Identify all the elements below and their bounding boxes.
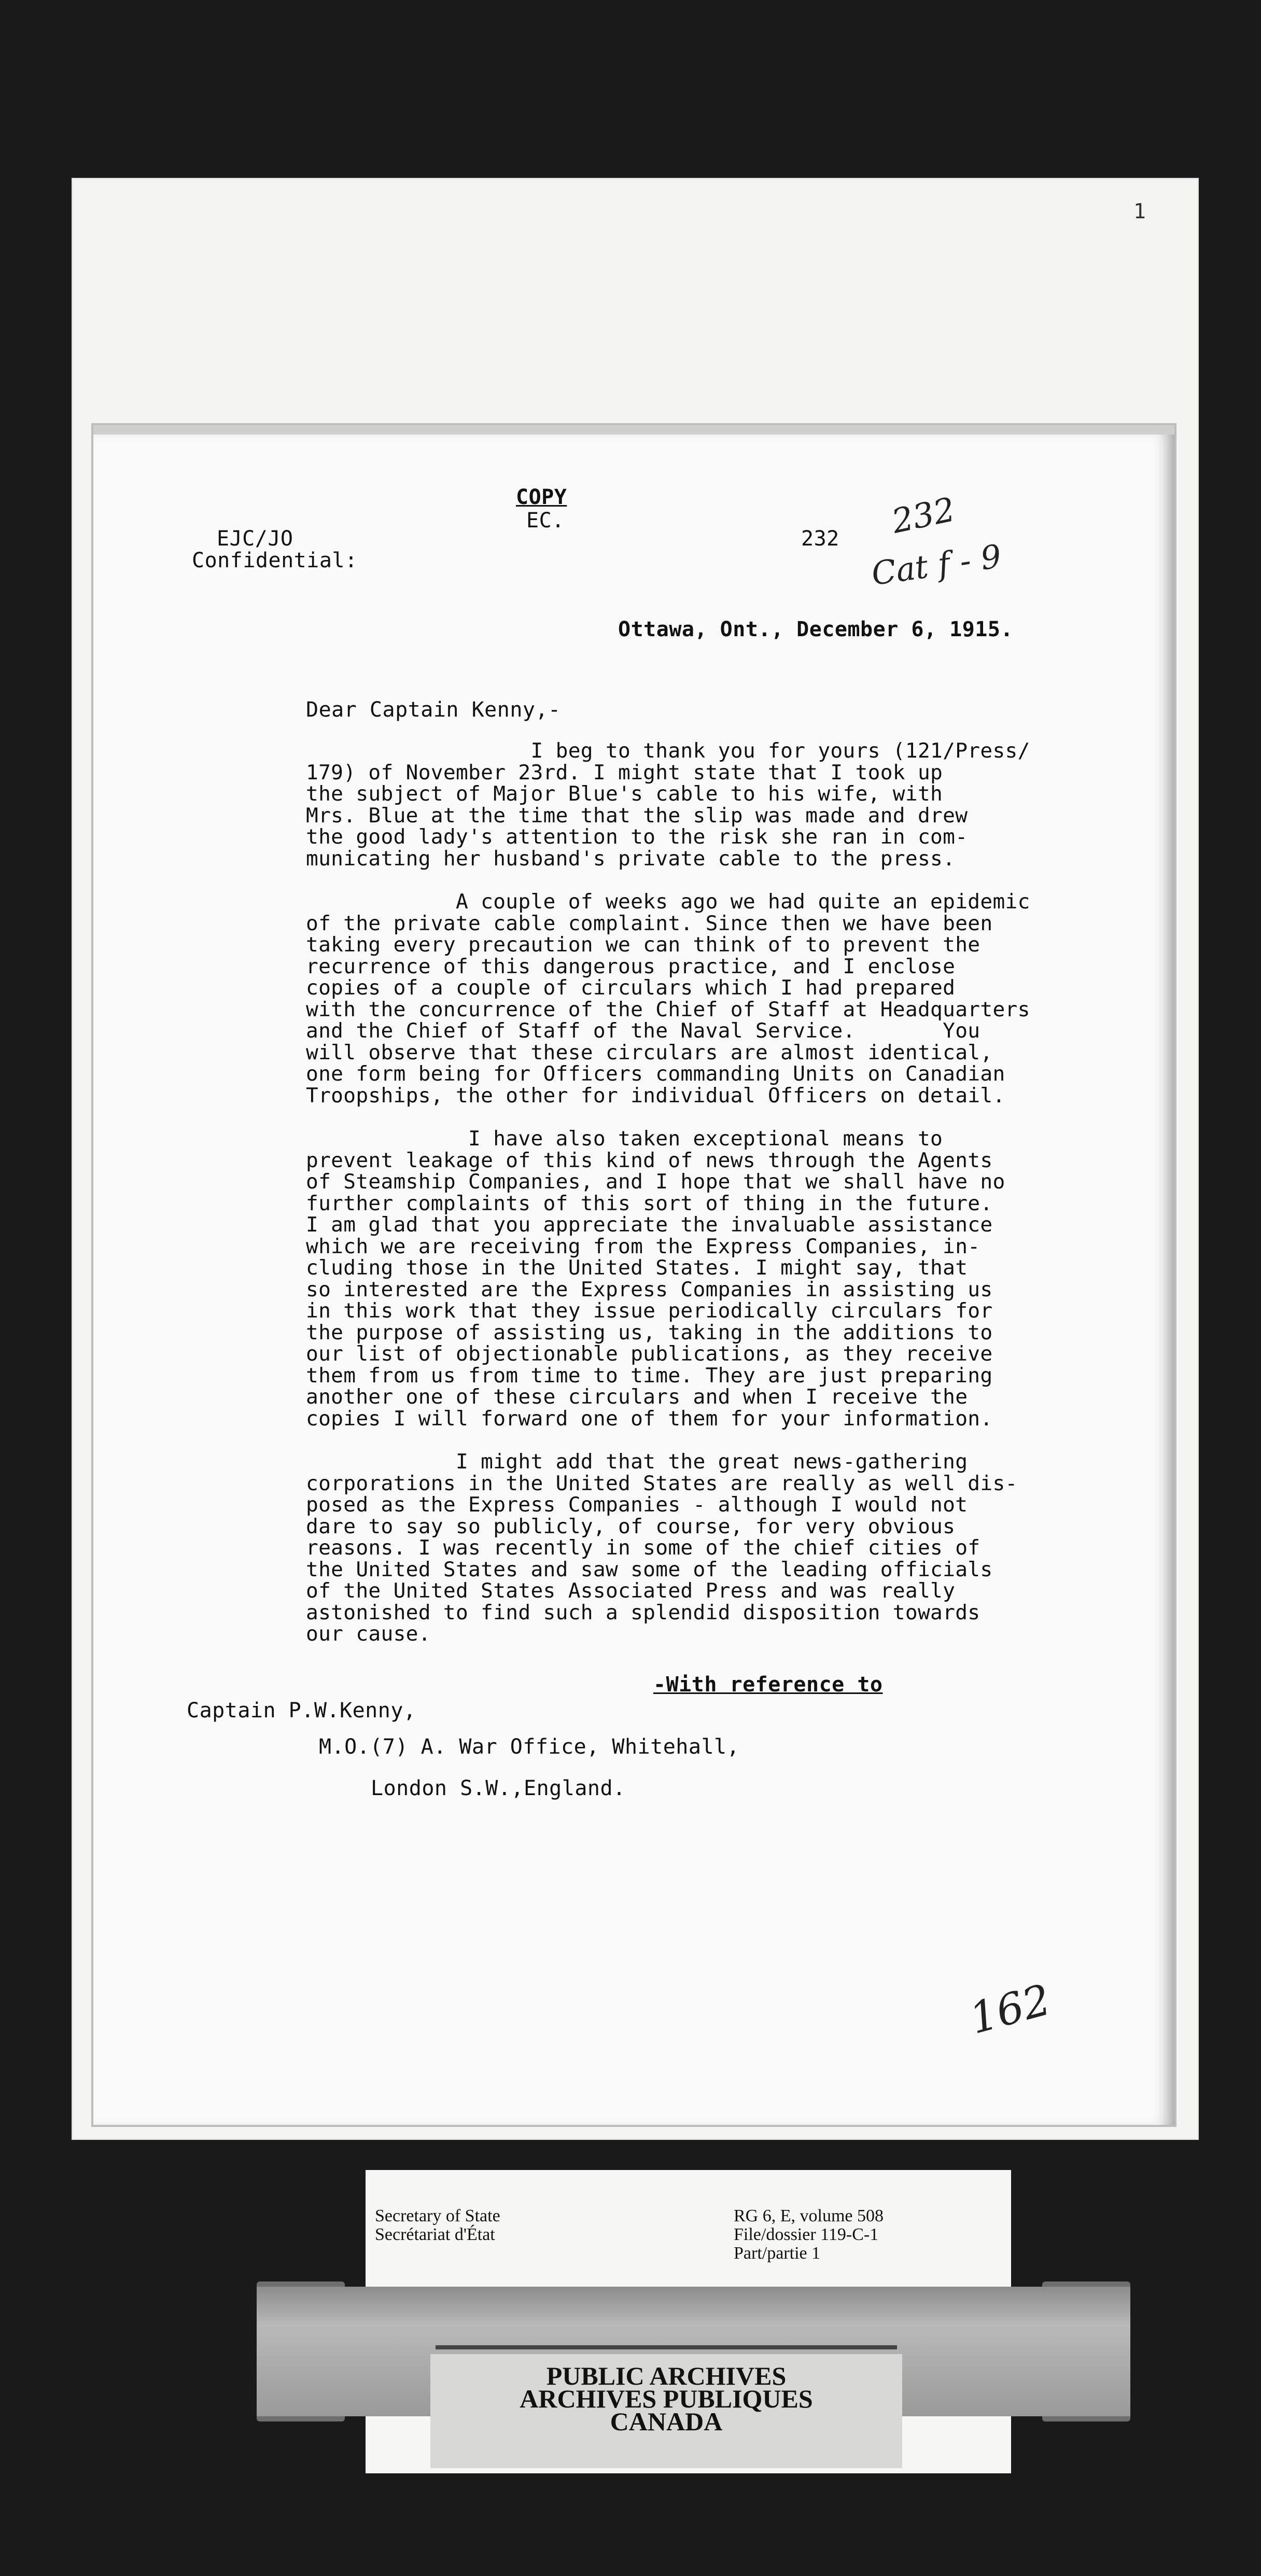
text-line: recurrence of this dangerous practice, and I enclose [306, 954, 956, 978]
text-line: 179) of November 23rd. I might state that I took up [306, 760, 943, 785]
text-line: A couple of weeks ago we had quite an epidemic [306, 890, 1030, 914]
text-line: municating her husband's private cable to the press. [306, 846, 956, 871]
text-line: the subject of Major Blue's cable to his wife, with [306, 782, 943, 806]
card-part: Part/partie 1 [734, 2244, 821, 2263]
archives-stamp [430, 2354, 902, 2468]
text-line: of the private cable complaint. Since then we have been [306, 911, 993, 935]
text-line: our cause. [306, 1622, 431, 1646]
text-line: our list of objectionable publications, as they receive [306, 1342, 993, 1366]
handwritten-number: 232 [888, 491, 959, 541]
paragraph [306, 740, 1187, 870]
salutation: Dear Captain Kenny,- [306, 698, 561, 722]
text-line: in this work that they issue periodically circulars for [306, 1299, 993, 1323]
text-line: and the Chief of Staff of the Naval Service. You [306, 1019, 980, 1043]
text-line: reasons. I was recently in some of the chief cities of [306, 1536, 980, 1560]
text-line: Mrs. Blue at the time that the slip was made and drew [306, 803, 968, 828]
folio-number: 162 [964, 1975, 1056, 2044]
continuation: -With reference to [653, 1673, 883, 1697]
paragraph [306, 1451, 1187, 1645]
addressee-city: London S.W.,England. [371, 1776, 626, 1800]
text-line: of Steamship Companies, and I hope that we shall have no [306, 1170, 1005, 1194]
text-line: prevent leakage of this kind of news through the Agents [306, 1148, 993, 1172]
text-line: copies of a couple of circulars which I had prepared [306, 976, 956, 1000]
text-line: cluding those in the United States. I might say, that [306, 1256, 968, 1280]
card-record-group: RG 6, E, volume 508 [734, 2206, 884, 2225]
ec-label: EC. [526, 509, 565, 533]
text-line: taking every precaution we can think of to prevent the [306, 933, 980, 957]
letter-body [306, 740, 1187, 1645]
text-line: I beg to thank you for yours (121/Press/ [306, 739, 1030, 763]
text-line: astonished to find such a splendid disposition towards [306, 1600, 980, 1625]
text-line: further complaints of this sort of thing in the future. [306, 1191, 993, 1215]
text-line: the United States and saw some of the leading officials [306, 1557, 993, 1581]
text-line: the good lady's attention to the risk she ran in com- [306, 825, 968, 849]
handwritten-mark: Cat f - 9 [869, 537, 1004, 593]
text-line: will observe that these circulars are almost identical, [306, 1040, 993, 1065]
copy-label: COPY [516, 485, 567, 509]
file-number: 232 [801, 527, 839, 551]
text-line: them from us from time to time. They are just preparing [306, 1363, 993, 1388]
card-file: File/dossier 119-C-1 [734, 2225, 879, 2244]
text-line: I am glad that you appreciate the invaluable assistance [306, 1213, 993, 1237]
text-line: the purpose of assisting us, taking in the additions to [306, 1320, 993, 1345]
stamp-line-3: CANADA [610, 2407, 723, 2436]
stamp-line-2: ARCHIVES PUBLIQUES [520, 2384, 813, 2413]
text-line: Troopships, the other for individual Officers on detail. [306, 1083, 1005, 1108]
place-date: Ottawa, Ont., December 6, 1915. [618, 618, 1014, 641]
text-line: corporations in the United States are really as well dis- [306, 1471, 1018, 1495]
stamp-divider [436, 2345, 897, 2349]
ref-initials: EJC/JO [217, 527, 293, 551]
card-department-fr: Secrétariat d'État [375, 2225, 495, 2244]
letter-page [93, 425, 1174, 2125]
text-line: posed as the Express Companies - although I would not [306, 1493, 968, 1517]
top-mark: 1 [1133, 200, 1146, 223]
classification: Confidential: [192, 549, 358, 572]
text-line: with the concurrence of the Chief of Staff at Headquarters [306, 997, 1030, 1021]
card-department: Secretary of State [375, 2206, 500, 2225]
text-line: dare to say so publicly, of course, for very obvious [306, 1514, 956, 1538]
text-line: copies I will forward one of them for your information. [306, 1406, 993, 1431]
text-line: of the United States Associated Press and was really [306, 1579, 956, 1603]
stamp-line-1: PUBLIC ARCHIVES [546, 2361, 787, 2390]
text-line: which we are receiving from the Express Companies, in- [306, 1234, 980, 1258]
text-line: I have also taken exceptional means to [306, 1127, 943, 1151]
text-line: I might add that the great news-gathering [306, 1450, 968, 1474]
addressee-office: M.O.(7) A. War Office, Whitehall, [319, 1735, 740, 1759]
text-line: one form being for Officers commanding Units on Canadian [306, 1062, 1005, 1086]
paragraph [306, 1128, 1187, 1430]
text-line: another one of these circulars and when I receive the [306, 1385, 968, 1409]
text-line: so interested are the Express Companies in assisting us [306, 1277, 993, 1301]
paragraph [306, 891, 1187, 1107]
addressee-name: Captain P.W.Kenny, [187, 1699, 416, 1723]
